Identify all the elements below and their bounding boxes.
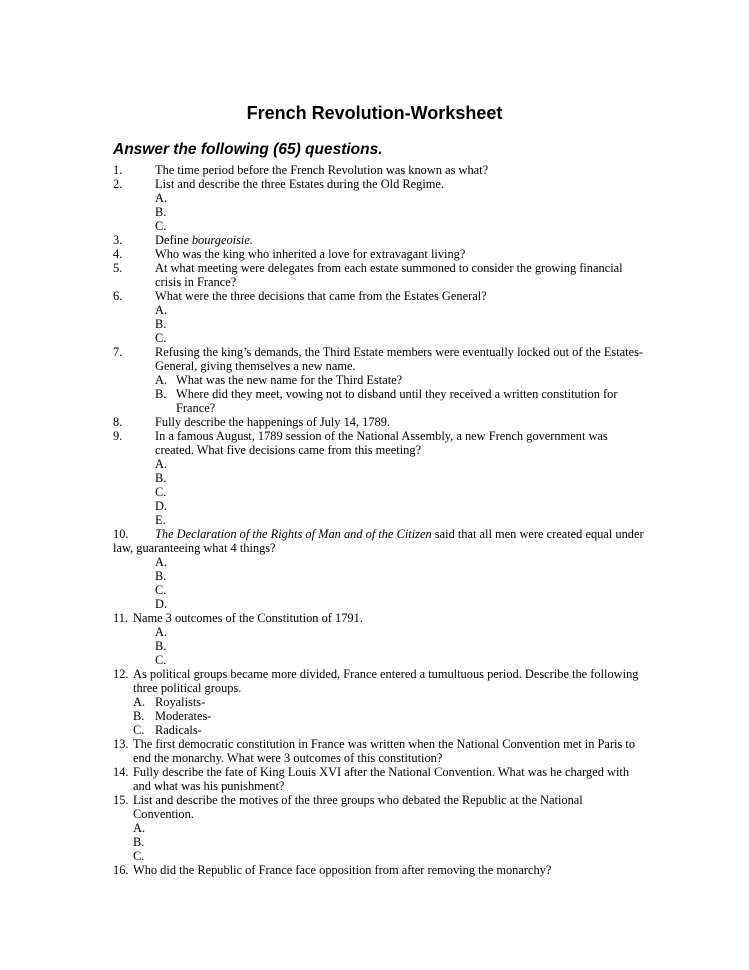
question-text: The time period before the French Revolution was known as what? [155, 163, 489, 177]
question-text: Fully describe the fate of King Louis XVI after the National Convention. What was he charged with [133, 765, 630, 779]
answer-label: C. [155, 653, 167, 667]
sub-question-text: Where did they meet, vowing not to disband until they received a written constitution for [176, 387, 618, 401]
instructions-heading: Answer the following (65) questions. [113, 141, 383, 158]
question-text: Who did the Republic of France face opposition from after removing the monarchy? [133, 863, 552, 877]
answer-label: B. [133, 835, 145, 849]
question-number: 10. [113, 527, 129, 541]
question-number: 7. [113, 345, 123, 359]
question-number: 3. [113, 233, 123, 247]
sub-question-label: A. [133, 695, 146, 709]
document-title: The Declaration of the Rights of Man and of the Citizen [155, 527, 432, 541]
sub-question-text: Royalists- [155, 695, 206, 709]
answer-label: B. [155, 317, 167, 331]
question-text-cont: law, guaranteeing what 4 things? [113, 541, 276, 555]
question-number: 12. [113, 667, 129, 681]
question-text: List and describe the three Estates during the Old Regime. [155, 177, 445, 191]
answer-label: E. [155, 513, 166, 527]
question-number: 4. [113, 247, 123, 261]
sub-question-label: B. [133, 709, 145, 723]
answer-label: B. [155, 471, 167, 485]
sub-question-label: A. [155, 373, 168, 387]
question-text: At what meeting were delegates from each estate summoned to consider the growing financial [155, 261, 623, 275]
answer-label: C. [155, 485, 167, 499]
answer-label: C. [155, 219, 167, 233]
answer-label: D. [155, 499, 168, 513]
question-text: The first democratic constitution in France was written when the National Convention met in Paris to [133, 737, 636, 751]
question-number: 16. [113, 863, 129, 877]
sub-question-text: Radicals- [155, 723, 202, 737]
sub-question-label: B. [155, 387, 167, 401]
question-text: Who was the king who inherited a love for extravagant living? [155, 247, 466, 261]
question-text: As political groups became more divided, France entered a tumultuous period. Describe the following [133, 667, 639, 681]
question-text: What were the three decisions that came from the Estates General? [155, 289, 487, 303]
answer-label: A. [155, 625, 168, 639]
question-text: Refusing the king’s demands, the Third Estate members were eventually locked out of the Estates- [155, 345, 644, 359]
question-text [155, 527, 644, 541]
question-text-cont: and what was his punishment? [133, 779, 285, 793]
question-text: In a famous August, 1789 session of the National Assembly, a new French government was [155, 429, 608, 443]
question-text-rest: said that all men were created equal under [431, 527, 644, 541]
question-text-cont: created. What five decisions came from this meeting? [155, 443, 422, 457]
answer-label: A. [155, 303, 168, 317]
answer-label: A. [155, 191, 168, 205]
sub-question-text: Moderates- [155, 709, 212, 723]
question-text-cont: end the monarchy. What were 3 outcomes of this constitution? [133, 751, 443, 765]
question-text: Name 3 outcomes of the Constitution of 1791. [133, 611, 363, 625]
question-number: 8. [113, 415, 123, 429]
question-number: 6. [113, 289, 123, 303]
question-number: 11. [113, 611, 129, 625]
question-text [155, 233, 253, 247]
question-text-cont: three political groups. [133, 681, 242, 695]
answer-label: A. [133, 821, 146, 835]
answer-label: B. [155, 205, 167, 219]
question-number: 5. [113, 261, 123, 275]
answer-label: A. [155, 555, 168, 569]
question-text-cont: General, giving themselves a new name. [155, 359, 356, 373]
answer-label: C. [133, 849, 145, 863]
answer-label: C. [155, 583, 167, 597]
answer-label: C. [155, 331, 167, 345]
sub-question-label: C. [133, 723, 145, 737]
question-number: 15. [113, 793, 129, 807]
question-number: 14. [113, 765, 129, 779]
answer-label: B. [155, 569, 167, 583]
question-text: Fully describe the happenings of July 14, 1789. [155, 415, 391, 429]
answer-label: A. [155, 457, 168, 471]
question-text-cont: crisis in France? [155, 275, 237, 289]
answer-label: D. [155, 597, 168, 611]
question-number: 1. [113, 163, 123, 177]
answer-label: B. [155, 639, 167, 653]
sub-question-text: What was the new name for the Third Estate? [176, 373, 403, 387]
question-number: 13. [113, 737, 129, 751]
page-title: French Revolution-Worksheet [246, 103, 503, 123]
sub-question-text-cont: France? [176, 401, 216, 415]
question-text-cont: Convention. [133, 807, 194, 821]
defined-term: bourgeoisie. [191, 233, 253, 247]
question-number: 9. [113, 429, 123, 443]
question-text: List and describe the motives of the three groups who debated the Republic at the National [133, 793, 583, 807]
question-number: 2. [113, 177, 123, 191]
question-text-prefix: Define [155, 233, 192, 247]
